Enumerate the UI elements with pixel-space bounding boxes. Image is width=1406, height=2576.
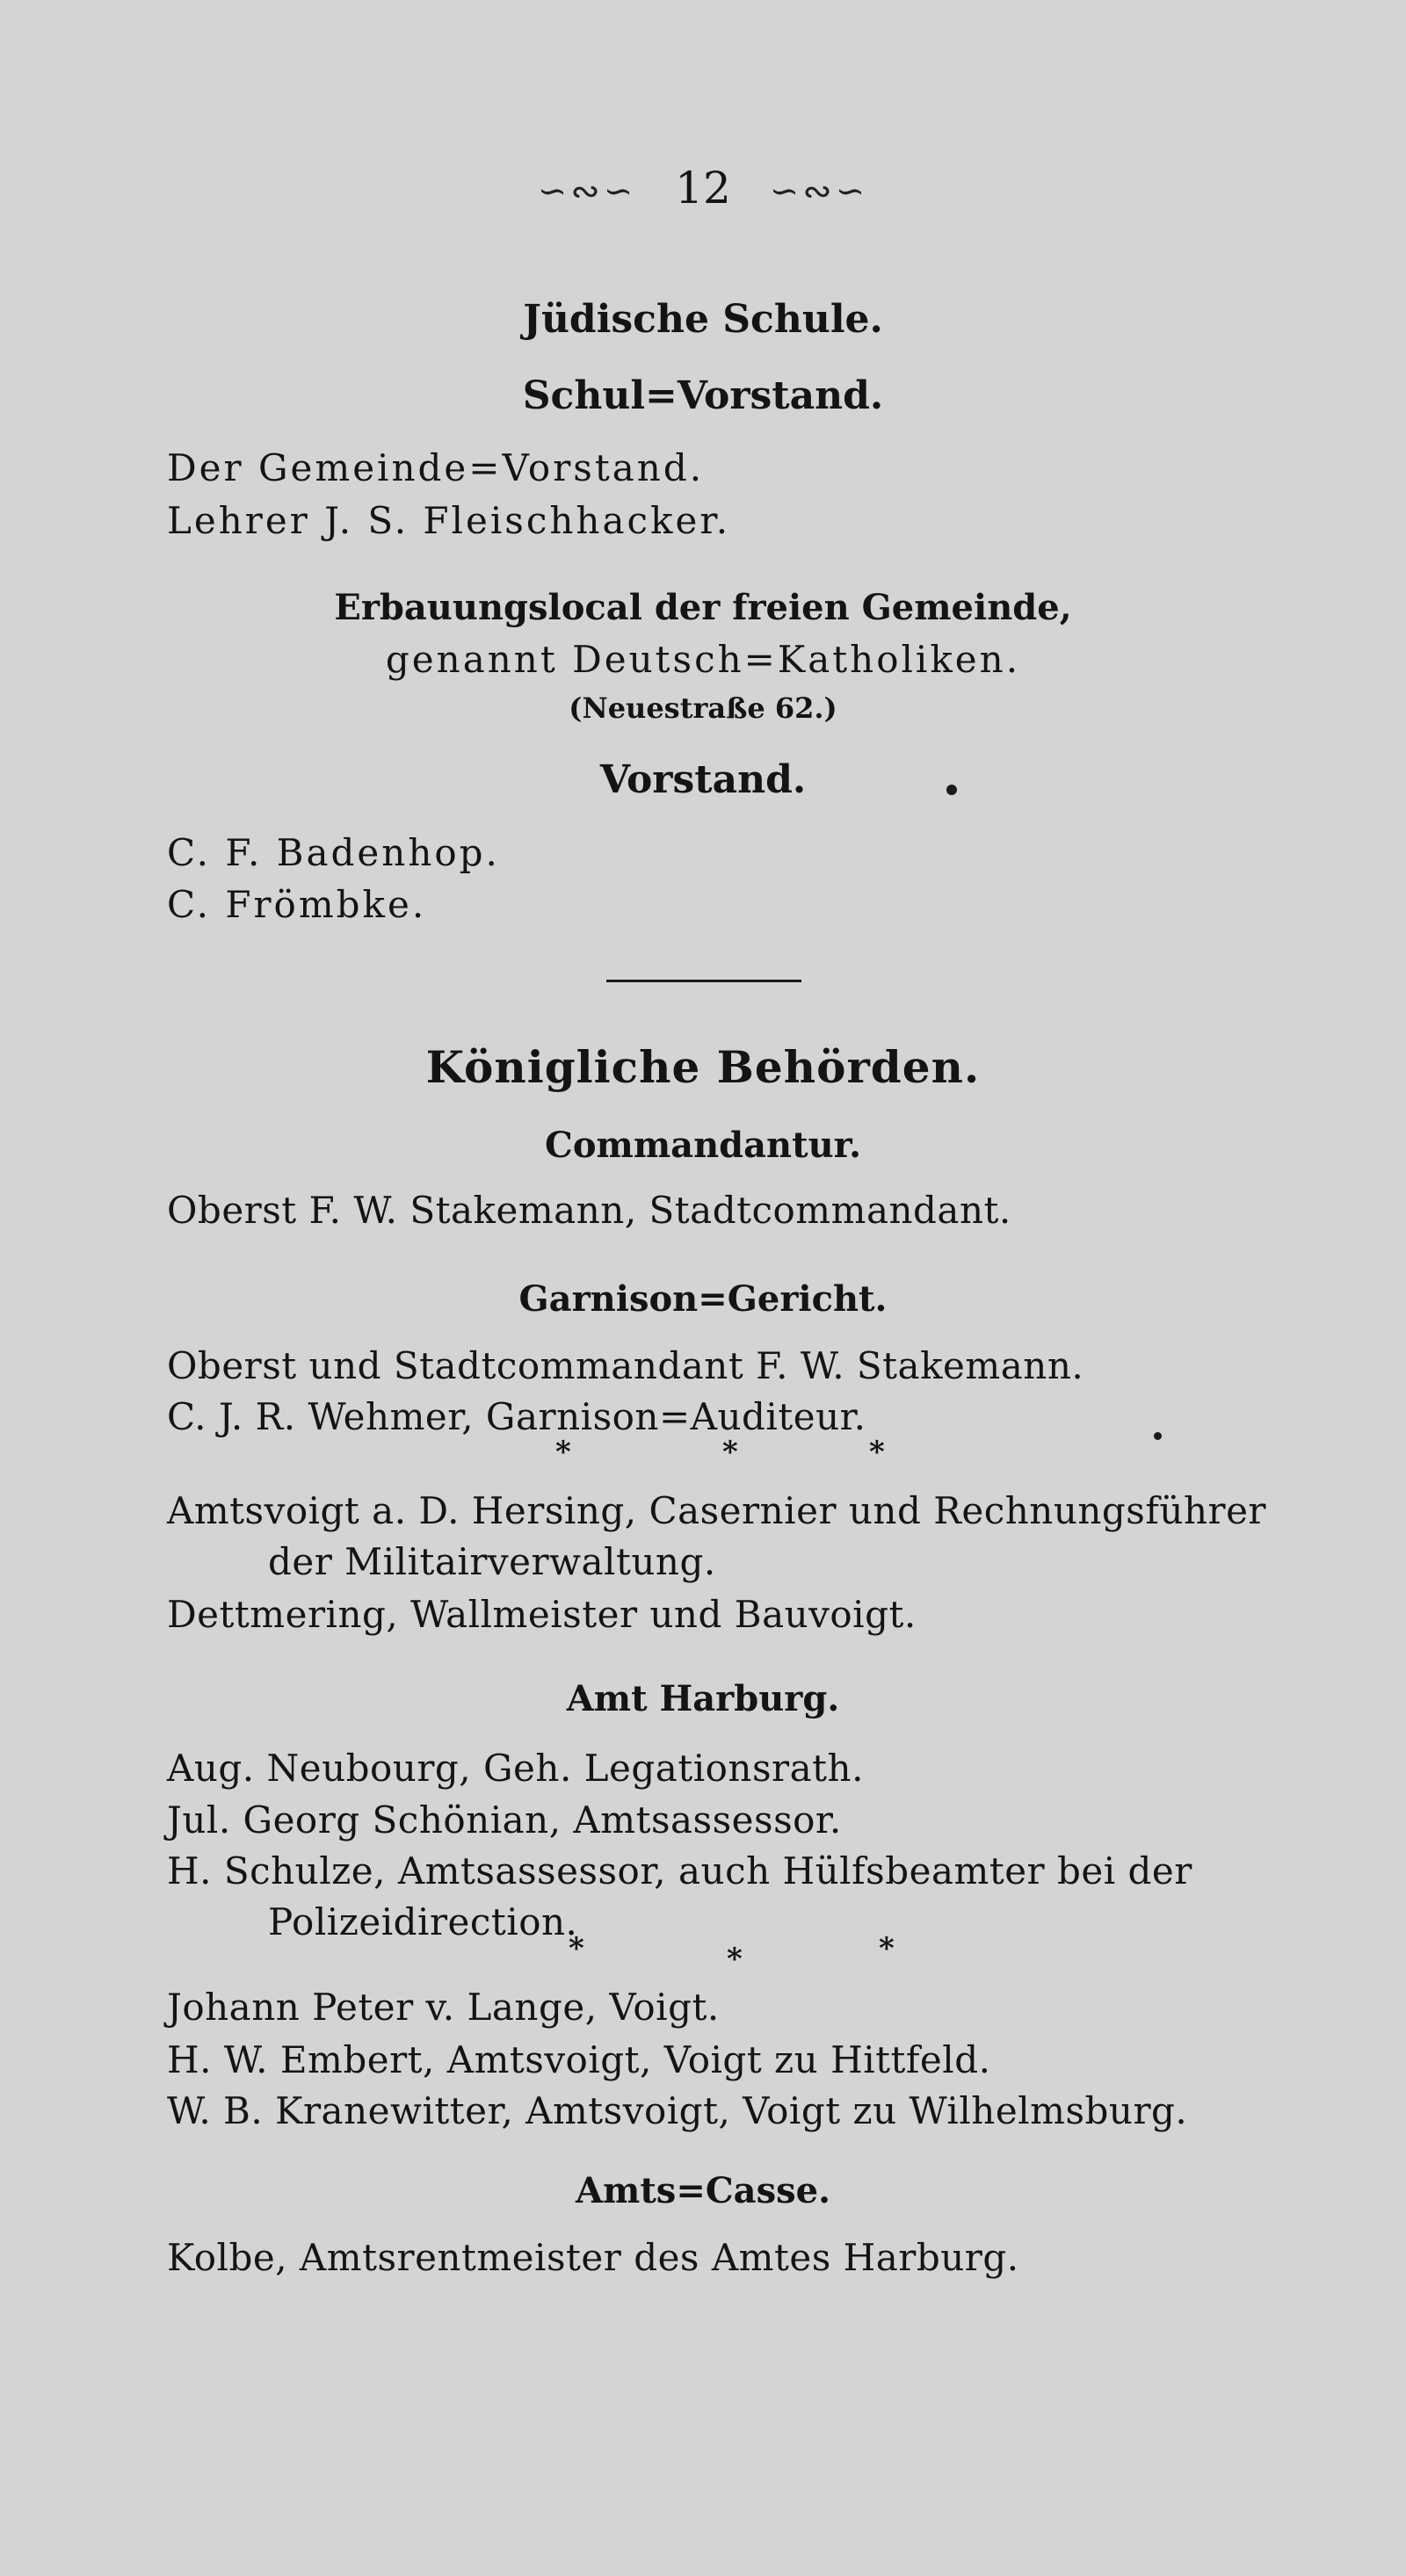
separator-star: * (569, 1931, 584, 1966)
entry-line: H. Schulze, Amtsassessor, auch Hülfsbeamter bei der (167, 1849, 1192, 1892)
page-header (0, 163, 1406, 213)
speck-mark (946, 785, 957, 795)
entry-line: C. F. Badenhop. (167, 831, 500, 874)
heading-commandantur: Commandantur. (544, 1125, 862, 1166)
entry-line: Jul. Georg Schönian, Amtsassessor. (167, 1798, 842, 1842)
entry-line: Aug. Neubourg, Geh. Legationsrath. (167, 1747, 864, 1790)
separator-star: * (727, 1942, 743, 1977)
entry-line: Dettmering, Wallmeister und Bauvoigt. (167, 1593, 917, 1636)
separator-star: * (879, 1931, 895, 1966)
speck-mark (1154, 1432, 1162, 1440)
entry-line: Kolbe, Amtsrentmeister des Amtes Harburg. (167, 2236, 1019, 2279)
heading-amts-casse: Amts=Casse. (575, 2170, 831, 2211)
entry-line: Oberst F. W. Stakemann, Stadtcommandant. (167, 1189, 1011, 1232)
section-address: (Neuestraße 62.) (569, 691, 837, 725)
entry-line: Oberst und Stadtcommandant F. W. Stakemann. (167, 1344, 1084, 1387)
ornament-right: ∽∾∽ (769, 171, 869, 212)
entry-line: H. W. Embert, Amtsvoigt, Voigt zu Hittfeld. (167, 2038, 991, 2081)
ornament-left: ∽∾∽ (537, 171, 637, 212)
separator-star: * (722, 1435, 738, 1470)
main-title-koenigliche-behoerden: Königliche Behörden. (425, 1041, 981, 1093)
section-subtitle-schulvorstand: Schul=Vorstand. (522, 373, 884, 418)
entry-line: der Militairverwaltung. (268, 1540, 716, 1583)
entry-line: Amtsvoigt a. D. Hersing, Casernier und Rechnungsführer (167, 1489, 1267, 1532)
entry-line: W. B. Kranewitter, Amtsvoigt, Voigt zu Wilhelmsburg. (167, 2089, 1188, 2132)
heading-garnison-gericht: Garnison=Gericht. (518, 1278, 888, 1320)
section-title-juedische-schule: Jüdische Schule. (523, 297, 883, 342)
section-heading-vorstand: Vorstand. (599, 757, 807, 802)
entry-line: Johann Peter v. Lange, Voigt. (167, 1986, 720, 2029)
heading-amt-harburg: Amt Harburg. (566, 1678, 840, 1719)
entry-line: C. Frömbke. (167, 883, 427, 926)
entry-line: Der Gemeinde=Vorstand. (167, 446, 705, 489)
section-title-erbauungslocal: Erbauungslocal der freien Gemeinde, (334, 587, 1072, 628)
separator-star: * (555, 1435, 571, 1470)
section-subtitle-deutsch-katholiken: genannt Deutsch=Katholiken. (385, 638, 1021, 681)
entry-line: Polizeidirection. (268, 1900, 578, 1943)
entry-line: Lehrer J. S. Fleischhacker. (167, 499, 731, 542)
page-number: 12 (675, 163, 731, 213)
separator-star: * (869, 1435, 885, 1470)
entry-line: C. J. R. Wehmer, Garnison=Auditeur. (167, 1395, 866, 1438)
section-divider (606, 980, 801, 982)
